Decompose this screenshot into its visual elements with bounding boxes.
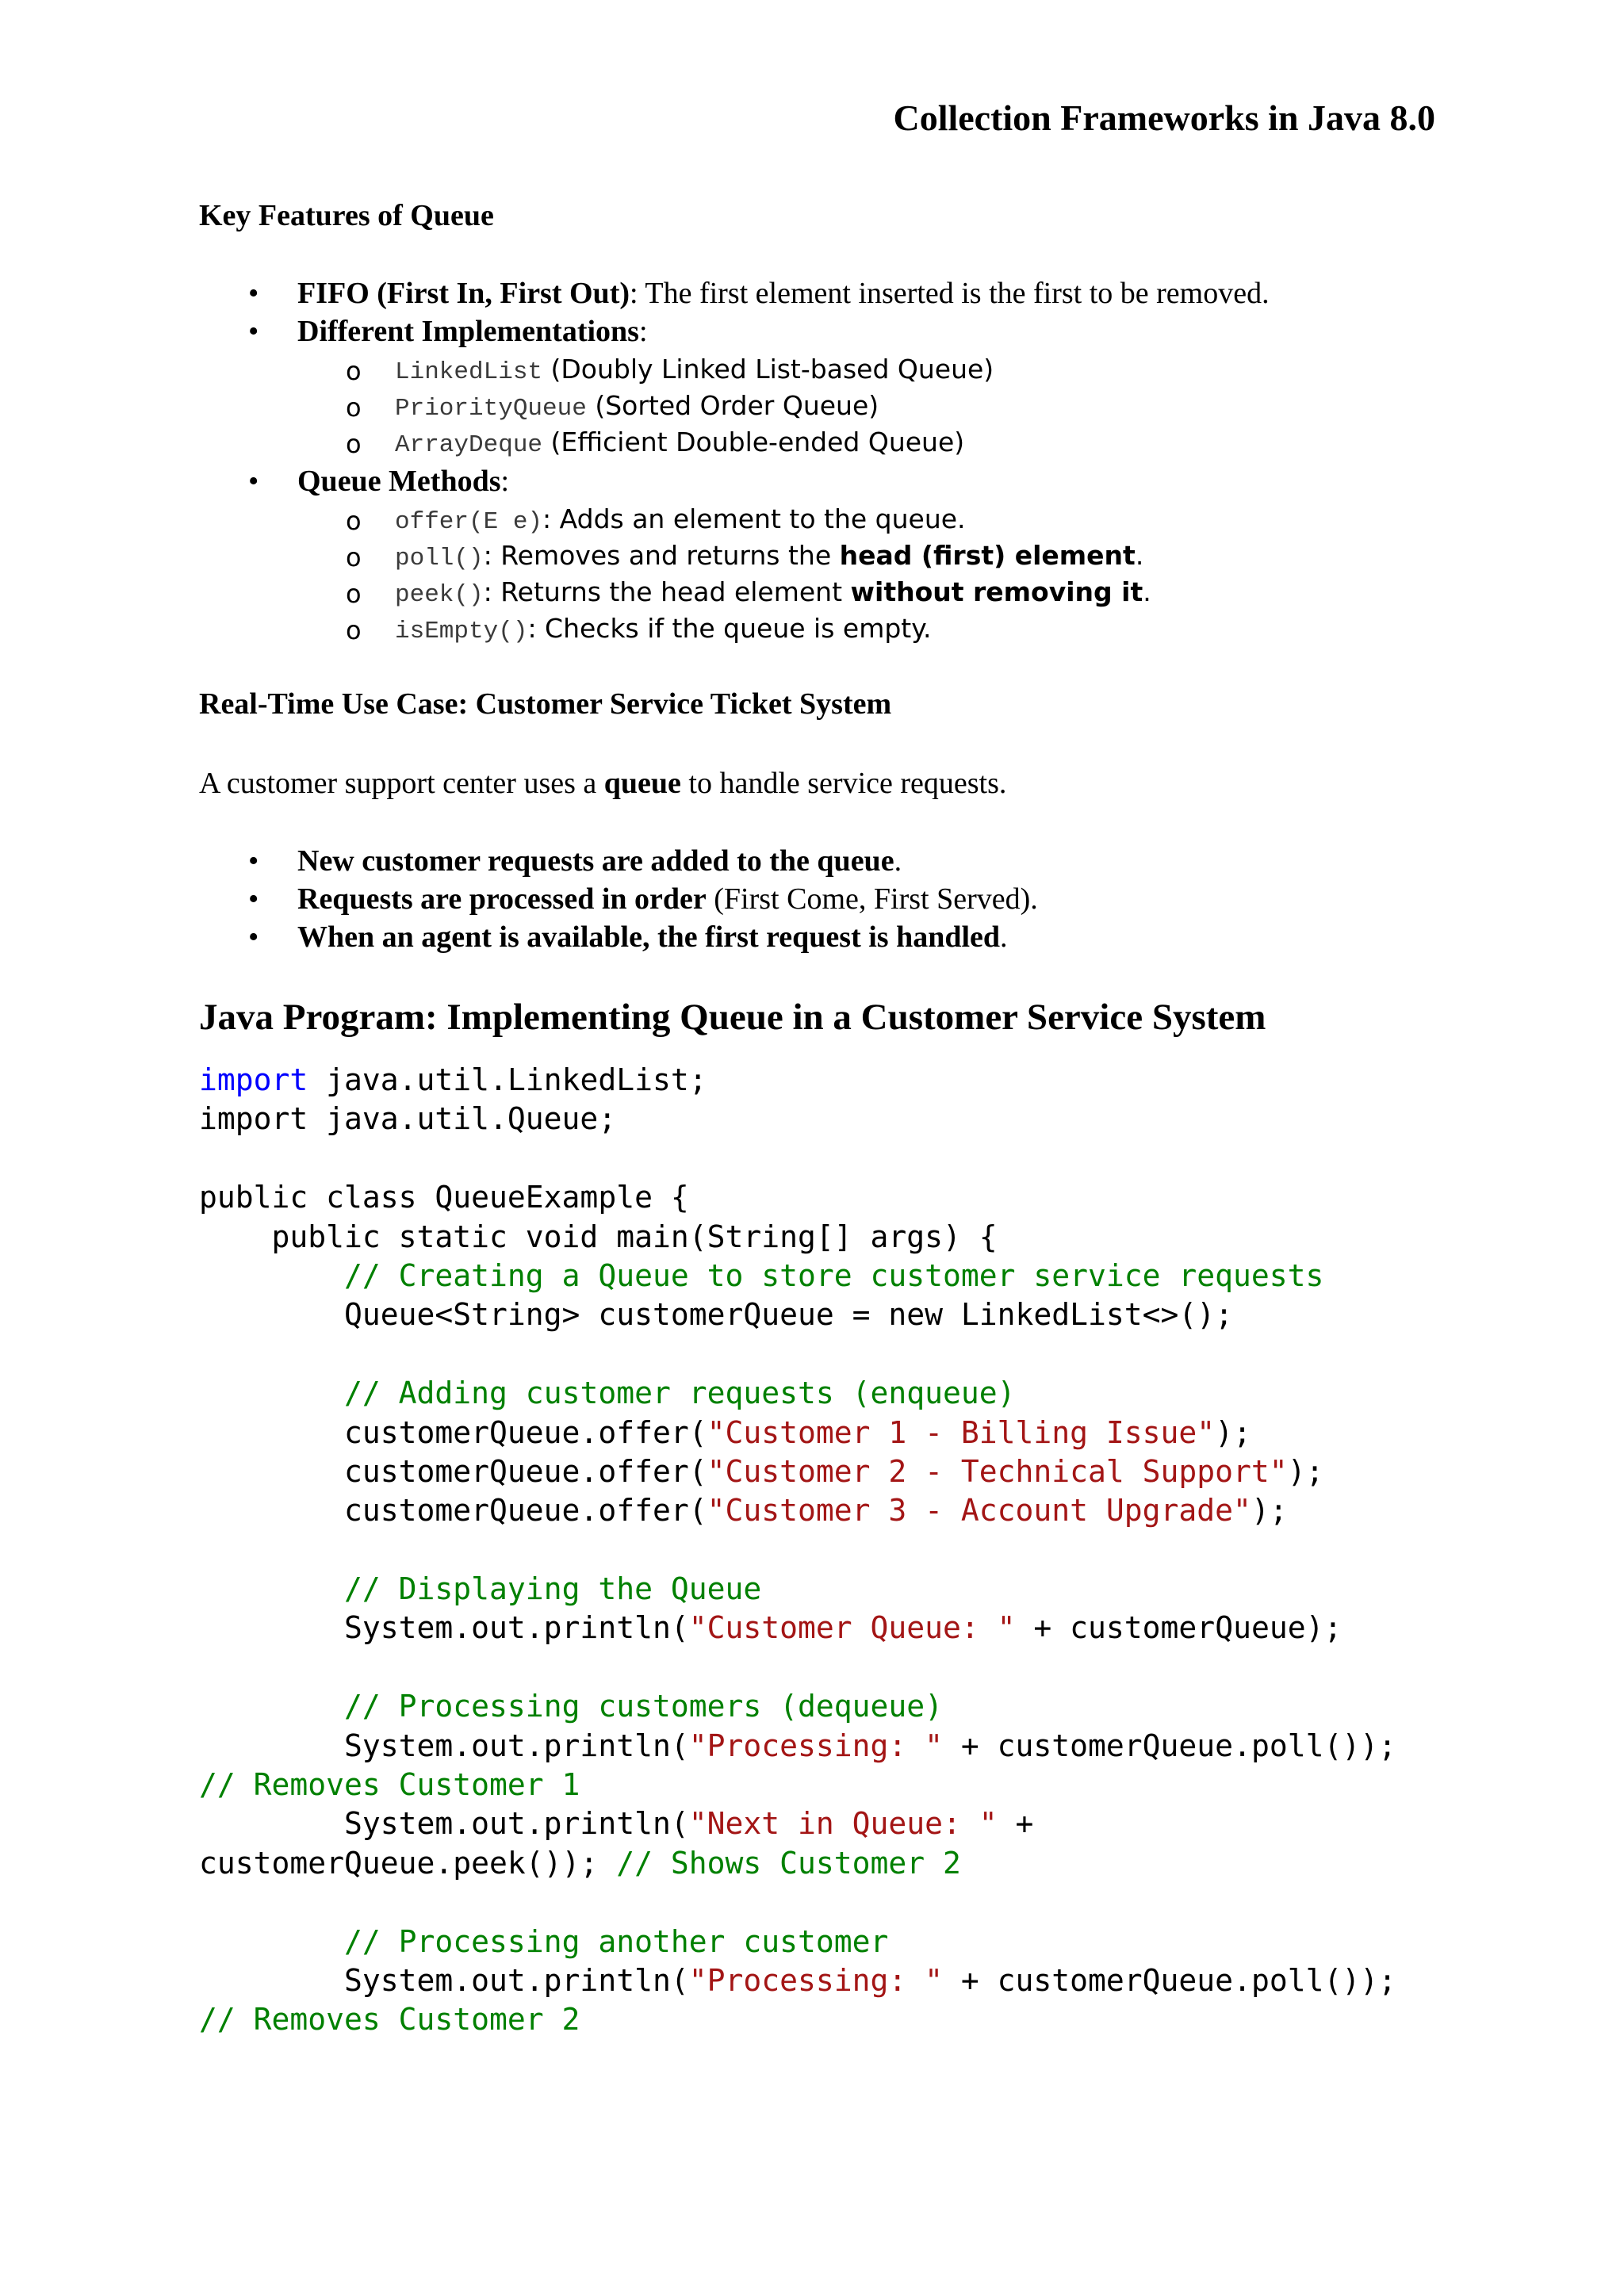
code-block — [199, 1061, 1396, 2040]
circle-bullet-icon: o — [346, 392, 362, 423]
code-token: ArrayDeque — [395, 431, 543, 459]
code-string: "Processing: " — [688, 1962, 944, 1998]
code-line — [199, 1923, 1396, 1961]
use-case-bullet-rest: . — [894, 844, 902, 878]
code-text-end: + customerQueue.poll()); — [943, 1728, 1396, 1763]
code-text: public static void main(String[] args) { — [199, 1219, 998, 1254]
use-case-intro — [199, 766, 1006, 801]
bullet-icon: • — [248, 465, 259, 498]
code-line — [199, 1452, 1396, 1491]
implementation-item — [395, 390, 879, 423]
code-line — [199, 1257, 1396, 1295]
bullet-icon: • — [248, 920, 259, 954]
bullet-icon: • — [248, 882, 259, 916]
code-line — [199, 1766, 1396, 1804]
code-line — [199, 1648, 1396, 1687]
method-desc: : Adds an element to the queue. — [542, 503, 966, 534]
circle-bullet-icon: o — [346, 542, 362, 572]
running-header: Collection Frameworks in Java 8.0 — [893, 98, 1435, 138]
code-line — [199, 1100, 1396, 1138]
code-line — [199, 1727, 1396, 1766]
method-item — [395, 540, 1143, 572]
section-heading-use-case: Real-Time Use Case: Customer Service Ticket System — [199, 687, 892, 721]
use-case-bullet-rest: . — [1000, 920, 1008, 954]
code-line — [199, 1295, 1396, 1334]
code-string: "Processing: " — [688, 1728, 944, 1763]
method-desc: : Checks if the queue is empty. — [527, 613, 932, 644]
code-comment: // Displaying the Queue — [344, 1571, 762, 1607]
code-token: isEmpty() — [395, 618, 528, 645]
code-string: "Customer 1 - Billing Issue" — [707, 1414, 1216, 1450]
method-item — [395, 503, 966, 536]
code-line — [199, 1061, 1396, 1100]
code-comment: // Removes Customer 1 — [199, 1767, 580, 1803]
bullet-icon: • — [248, 315, 259, 348]
circle-bullet-icon: o — [346, 615, 362, 645]
circle-bullet-icon: o — [346, 356, 362, 386]
feature-fifo-term: FIFO (First In, First Out) — [297, 277, 630, 310]
code-indent — [199, 1376, 344, 1410]
feature-methods-suffix: : — [500, 465, 510, 498]
implementation-item — [395, 354, 994, 386]
code-text: System.out.println( — [199, 1610, 689, 1646]
code-text: System.out.println( — [199, 1728, 689, 1763]
intro-text-end: to handle service requests. — [680, 767, 1007, 800]
program-heading: Java Program: Implementing Queue in a Customer Service System — [199, 997, 1266, 1038]
code-text: import java.util.Queue; — [199, 1101, 617, 1137]
method-emphasis: without removing it — [850, 576, 1143, 607]
code-string: "Customer Queue: " — [688, 1610, 1016, 1646]
code-comment: // Removes Customer 2 — [199, 2002, 580, 2038]
code-string: "Customer 2 - Technical Support" — [707, 1453, 1288, 1489]
code-text: System.out.println( — [199, 1962, 689, 1998]
method-desc-end: . — [1135, 540, 1144, 571]
code-text: customerQueue.offer( — [199, 1493, 707, 1529]
circle-bullet-icon: o — [346, 506, 362, 536]
method-emphasis: head (first) element — [839, 540, 1136, 571]
implementation-desc: (Efficient Double-ended Queue) — [542, 427, 965, 457]
code-string: "Customer 3 - Account Upgrade" — [707, 1493, 1251, 1529]
code-token: offer(E e) — [395, 508, 543, 536]
code-text-end: ); — [1215, 1414, 1251, 1450]
code-indent — [199, 1571, 344, 1606]
code-line — [199, 1804, 1396, 1843]
code-comment: // Shows Customer 2 — [616, 1845, 961, 1881]
code-line — [199, 1609, 1396, 1647]
code-token: poll() — [395, 545, 484, 572]
circle-bullet-icon: o — [346, 579, 362, 609]
code-line — [199, 1218, 1396, 1257]
code-text: java.util.LinkedList; — [308, 1062, 707, 1097]
section-heading-key-features: Key Features of Queue — [199, 199, 494, 232]
code-line — [199, 1139, 1396, 1178]
method-desc-end: . — [1143, 576, 1151, 607]
implementation-item — [395, 427, 964, 459]
code-line — [199, 1687, 1396, 1726]
use-case-bullet — [297, 920, 1008, 955]
method-item — [395, 613, 932, 645]
use-case-bullet-bold: New customer requests are added to the queue — [297, 844, 894, 878]
feature-fifo — [297, 276, 1270, 311]
feature-fifo-desc: : The first element inserted is the first to be removed. — [630, 277, 1270, 310]
code-comment: // Adding customer requests (enqueue) — [344, 1376, 1016, 1411]
code-text-end: ); — [1251, 1493, 1288, 1529]
code-token: LinkedList — [395, 358, 543, 386]
use-case-bullet-bold: When an agent is available, the first request is handled — [297, 920, 1001, 954]
code-line — [199, 1570, 1396, 1609]
method-item — [395, 576, 1151, 609]
use-case-bullet-rest: (First Come, First Served). — [706, 882, 1038, 916]
circle-bullet-icon: o — [346, 429, 362, 459]
method-desc: : Returns the head element — [483, 576, 851, 607]
code-text: customerQueue.peek()); — [199, 1845, 617, 1881]
code-line — [199, 1335, 1396, 1374]
code-text-end: + customerQueue); — [1015, 1610, 1342, 1646]
use-case-bullet — [297, 882, 1038, 916]
code-text: customerQueue.offer( — [199, 1453, 707, 1489]
use-case-bullet-bold: Requests are processed in order — [297, 882, 707, 916]
code-line — [199, 1883, 1396, 1922]
code-text: public class QueueExample { — [199, 1180, 689, 1215]
code-line — [199, 1961, 1396, 2000]
code-token: PriorityQueue — [395, 395, 587, 423]
code-line — [199, 1491, 1396, 1530]
code-comment: // Processing customers (dequeue) — [344, 1689, 944, 1724]
feature-methods — [297, 464, 509, 499]
feature-implementations-suffix: : — [638, 315, 648, 348]
code-token: peek() — [395, 581, 484, 609]
code-text-end: ); — [1287, 1453, 1324, 1489]
code-comment: // Processing another customer — [344, 1923, 889, 1959]
code-text: System.out.println( — [199, 1806, 689, 1842]
code-string: "Next in Queue: " — [688, 1806, 998, 1842]
bullet-icon: • — [248, 844, 259, 878]
code-line — [199, 2000, 1396, 2039]
code-line — [199, 1844, 1396, 1883]
bullet-icon: • — [248, 277, 259, 310]
code-indent — [199, 1258, 344, 1293]
code-comment: // Creating a Queue to store customer service requests — [344, 1257, 1324, 1293]
feature-methods-term: Queue Methods — [297, 465, 501, 498]
code-text: customerQueue.offer( — [199, 1414, 707, 1450]
code-line — [199, 1178, 1396, 1217]
method-desc: : Removes and returns the — [483, 540, 840, 571]
feature-implementations — [297, 314, 648, 349]
implementation-desc: (Doubly Linked List-based Queue) — [542, 354, 994, 385]
code-keyword: import — [199, 1062, 308, 1097]
code-text-end: + — [997, 1806, 1034, 1842]
code-line — [199, 1414, 1396, 1452]
code-line — [199, 1374, 1396, 1413]
feature-implementations-term: Different Implementations — [297, 315, 639, 348]
intro-text: A customer support center uses a — [199, 767, 604, 800]
code-text-end: + customerQueue.poll()); — [943, 1962, 1396, 1998]
intro-emphasis: queue — [603, 767, 681, 800]
code-indent — [199, 1689, 344, 1724]
use-case-bullet — [297, 844, 902, 878]
code-line — [199, 1531, 1396, 1570]
implementation-desc: (Sorted Order Queue) — [586, 390, 879, 421]
code-indent — [199, 1924, 344, 1959]
code-text: Queue<String> customerQueue = new LinkedList<>(); — [199, 1297, 1234, 1333]
